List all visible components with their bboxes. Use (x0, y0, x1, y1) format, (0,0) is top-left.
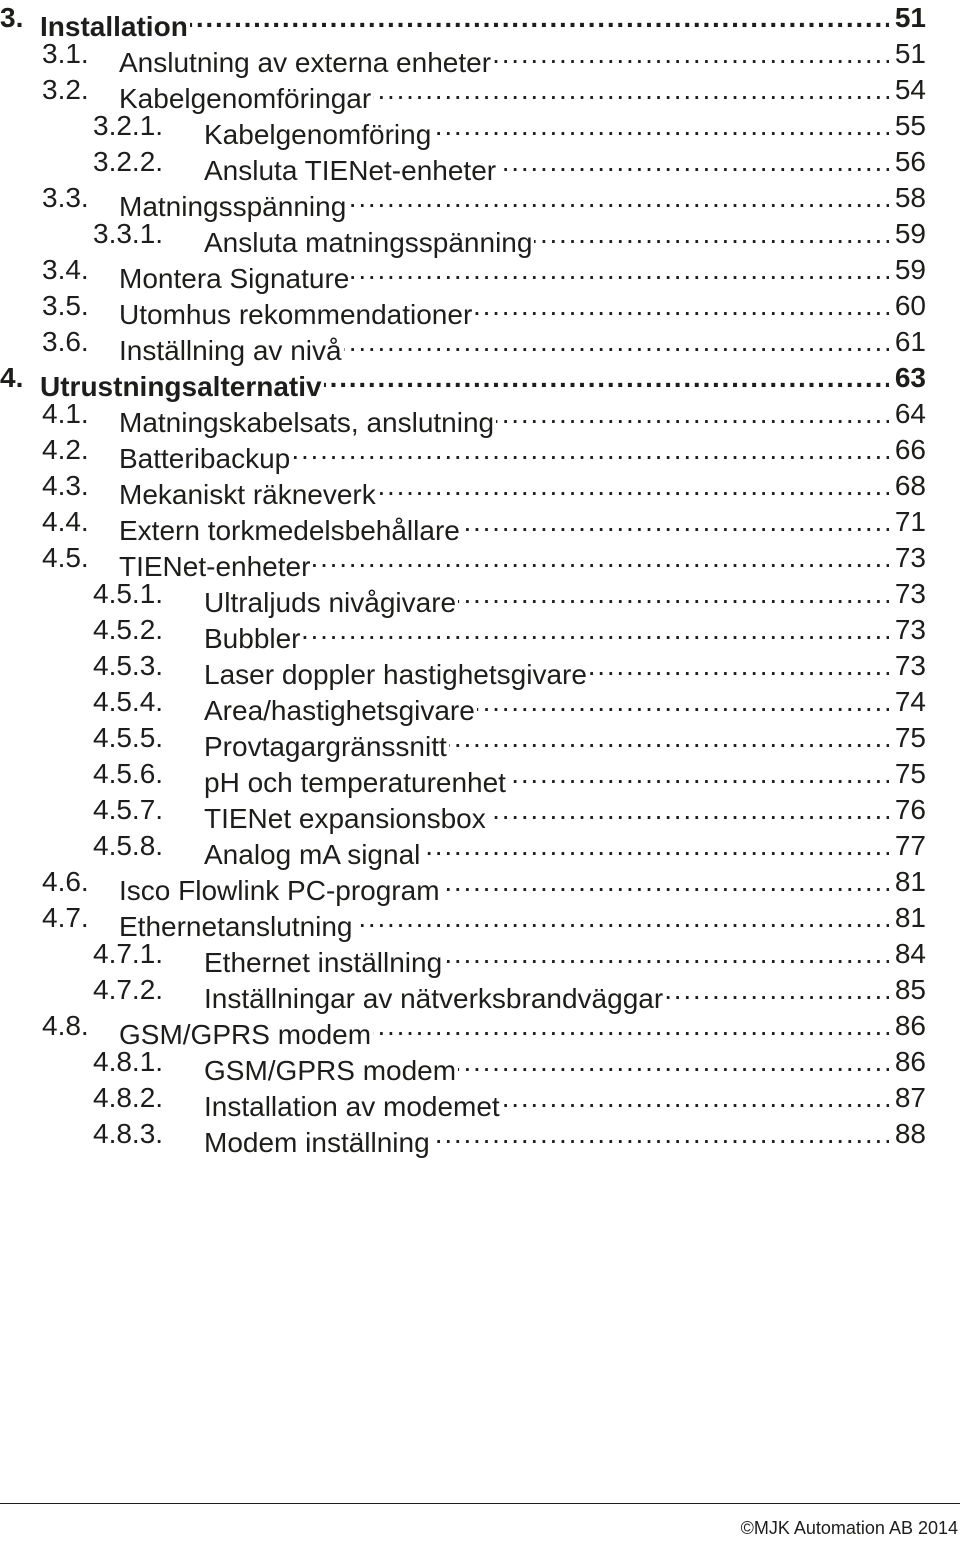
toc-entry[interactable] (0, 216, 960, 258)
toc-dot-leader (474, 288, 889, 324)
toc-entry-number: 4.4. (42, 506, 89, 537)
toc-entry-number: 3.6. (42, 326, 89, 357)
toc-entry[interactable] (0, 180, 960, 222)
toc-entry-page-number: 73 (891, 612, 926, 648)
toc-dot-leader (432, 1116, 889, 1152)
toc-entry[interactable] (0, 828, 960, 870)
toc-entry-page-number: 76 (891, 792, 926, 828)
toc-entry-page-number: 81 (891, 900, 926, 936)
toc-entry-page-number: 59 (891, 216, 926, 252)
toc-entry-title: Inställningar av nätverksbrandväggar (204, 981, 665, 1017)
toc-entry-number: 3.1. (42, 38, 89, 69)
toc-entry-title: Analog mA signal (204, 837, 422, 873)
toc-entry-page-number: 88 (891, 1116, 926, 1152)
toc-entry[interactable] (0, 1008, 960, 1050)
toc-entry-title: Ansluta matningsspänning (204, 225, 534, 261)
toc-entry-page-number: 55 (891, 108, 926, 144)
toc-entry[interactable] (0, 972, 960, 1014)
toc-entry-page-number: 61 (891, 324, 926, 360)
toc-entry-number: 4.6. (42, 866, 89, 897)
toc-entry-number: 4.5.7. (93, 794, 164, 825)
toc-entry-title: Ethernet inställning (204, 945, 444, 981)
toc-entry[interactable] (0, 576, 960, 618)
toc-entry[interactable] (0, 0, 960, 42)
toc-entry[interactable] (0, 468, 960, 510)
toc-dot-leader (324, 360, 889, 396)
toc-entry[interactable] (0, 36, 960, 78)
toc-dot-leader (449, 720, 889, 756)
toc-entry-page-number: 59 (891, 252, 926, 288)
toc-dot-leader (458, 576, 889, 612)
toc-entry-number: 3.5. (42, 290, 89, 321)
toc-entry-title: Provtagargränssnitt (204, 729, 449, 765)
toc-entry-number: 4.2. (42, 434, 89, 465)
toc-entry[interactable] (0, 720, 960, 762)
toc-entry-page-number: 73 (891, 648, 926, 684)
toc-entry[interactable] (0, 1044, 960, 1086)
toc-dot-leader (589, 648, 889, 684)
toc-dot-leader (373, 72, 889, 108)
toc-entry-title: Kabelgenomföringar (119, 81, 373, 117)
toc-entry[interactable] (0, 288, 960, 330)
toc-entry[interactable] (0, 396, 960, 438)
toc-dot-leader (488, 792, 889, 828)
toc-entry-number: 4.5.2. (93, 614, 164, 645)
toc-dot-leader (665, 972, 889, 1008)
toc-entry-page-number: 73 (891, 540, 926, 576)
toc-entry-number: 4.8.2. (93, 1082, 164, 1113)
toc-dot-leader (312, 540, 888, 576)
toc-dot-leader (498, 144, 889, 180)
toc-dot-leader (344, 324, 889, 360)
toc-entry[interactable] (0, 432, 960, 474)
toc-entry-title: Ultraljuds nivågivare (204, 585, 458, 621)
toc-entry[interactable] (0, 324, 960, 366)
toc-dot-leader (493, 36, 889, 72)
toc-entry-page-number: 51 (891, 36, 926, 72)
toc-entry[interactable] (0, 1116, 960, 1158)
toc-dot-leader (458, 1044, 889, 1080)
toc-entry-title: Inställning av nivå (119, 333, 344, 369)
toc-entry-page-number: 87 (891, 1080, 926, 1116)
toc-dot-leader (373, 1008, 889, 1044)
toc-entry-number: 4.5.3. (93, 650, 164, 681)
toc-entry-page-number: 63 (891, 360, 926, 396)
toc-dot-leader (378, 468, 889, 504)
toc-entry-title: Batteribackup (119, 441, 292, 477)
toc-dot-leader (444, 936, 889, 972)
toc-entry-number: 4.1. (42, 398, 89, 429)
toc-entry[interactable] (0, 144, 960, 186)
toc-entry[interactable] (0, 72, 960, 114)
toc-entry-page-number: 51 (891, 0, 926, 36)
toc-entry[interactable] (0, 108, 960, 150)
toc-dot-leader (303, 612, 889, 648)
toc-entry-number: 4.3. (42, 470, 89, 501)
toc-entry-title: Modem inställning (204, 1125, 432, 1161)
toc-entry-title: Kabelgenomföring (204, 117, 433, 153)
toc-entry-title: TIENet expansionsbox (204, 801, 488, 837)
toc-entry-number: 4.7. (42, 902, 89, 933)
toc-entry-number: 4.5.4. (93, 686, 164, 717)
toc-entry[interactable] (0, 864, 960, 906)
toc-entry[interactable] (0, 252, 960, 294)
toc-entry-title: Installation (40, 9, 190, 45)
toc-entry-page-number: 64 (891, 396, 926, 432)
toc-entry-page-number: 66 (891, 432, 926, 468)
toc-entry-page-number: 73 (891, 576, 926, 612)
toc-entry-page-number: 68 (891, 468, 926, 504)
toc-entry-page-number: 85 (891, 972, 926, 1008)
toc-entry[interactable] (0, 612, 960, 654)
toc-dot-leader (351, 252, 888, 288)
toc-entry-title: Matningskabelsats, anslutning (119, 405, 496, 441)
toc-entry-number: 3.2.1. (93, 110, 164, 141)
toc-entry-number: 3.2. (42, 74, 89, 105)
toc-entry-number: 4.5. (42, 542, 89, 573)
toc-dot-leader (442, 864, 889, 900)
toc-entry-title: Extern torkmedelsbehållare (119, 513, 462, 549)
toc-entry-title: Isco Flowlink PC-program (119, 873, 442, 909)
toc-entry-title: TIENet-enheter (119, 549, 312, 585)
toc-dot-leader (496, 396, 889, 432)
toc-entry-page-number: 74 (891, 684, 926, 720)
toc-entry-page-number: 77 (891, 828, 926, 864)
toc-entry-page-number: 86 (891, 1044, 926, 1080)
toc-entry-title: GSM/GPRS modem (204, 1053, 458, 1089)
toc-entry[interactable] (0, 792, 960, 834)
toc-entry-number: 4.8.3. (93, 1118, 164, 1149)
toc-entry[interactable] (0, 684, 960, 726)
toc-entry-page-number: 58 (891, 180, 926, 216)
footer-divider (0, 1503, 960, 1504)
toc-entry-title: Montera Signature (119, 261, 351, 297)
toc-dot-leader (462, 504, 889, 540)
toc-entry-title: Mekaniskt räkneverk (119, 477, 378, 513)
toc-entry-number: 4.8.1. (93, 1046, 164, 1077)
toc-entry-page-number: 86 (891, 1008, 926, 1044)
toc-entry-number: 3.3.1. (93, 218, 164, 249)
toc-entry[interactable] (0, 900, 960, 942)
toc-dot-leader (534, 216, 888, 252)
toc-entry-title: Laser doppler hastighetsgivare (204, 657, 589, 693)
toc-dot-leader (355, 900, 889, 936)
toc-entry-page-number: 56 (891, 144, 926, 180)
toc-entry[interactable] (0, 756, 960, 798)
toc-entry-title: Anslutning av externa enheter (119, 45, 493, 81)
toc-dot-leader (508, 756, 889, 792)
toc-dot-leader (422, 828, 888, 864)
toc-entry[interactable] (0, 1080, 960, 1122)
toc-entry[interactable] (0, 360, 960, 402)
toc-dot-leader (190, 0, 889, 36)
toc-entry-number: 4.8. (42, 1010, 89, 1041)
toc-entry-title: pH och temperaturenhet (204, 765, 508, 801)
toc-entry-title: Matningsspänning (119, 189, 348, 225)
toc-entry-number: 3.3. (42, 182, 89, 213)
footer-copyright: ©MJK Automation AB 2014 (740, 1518, 958, 1538)
toc-entry-number: 4.7.2. (93, 974, 164, 1005)
toc-entry-number: 3.4. (42, 254, 89, 285)
toc-entry-title: Ansluta TIENet-enheter (204, 153, 498, 189)
toc-dot-leader (433, 108, 889, 144)
toc-entry-page-number: 81 (891, 864, 926, 900)
toc-entry-title: GSM/GPRS modem (119, 1017, 373, 1053)
toc-entry-number: 4.5.1. (93, 578, 164, 609)
toc-entry-title: Installation av modemet (204, 1089, 502, 1125)
toc-entry-title: Utomhus rekommendationer (119, 297, 474, 333)
toc-entry-number: 3.2.2. (93, 146, 164, 177)
toc-entry-page-number: 75 (891, 756, 926, 792)
toc-entry[interactable] (0, 936, 960, 978)
toc-dot-leader (502, 1080, 889, 1116)
toc-entry-title: Ethernetanslutning (119, 909, 355, 945)
toc-entry-title: Area/hastighetsgivare (204, 693, 477, 729)
toc-entry-number: 3. (0, 2, 24, 33)
toc-entry-number: 4.5.8. (93, 830, 164, 861)
toc-entry-title: Bubbler (204, 621, 303, 657)
toc-entry-title: Utrustningsalternativ (40, 369, 324, 405)
toc-entry-number: 4.7.1. (93, 938, 164, 969)
toc-entry[interactable] (0, 648, 960, 690)
toc-entry-page-number: 71 (891, 504, 926, 540)
toc-entry-number: 4.5.6. (93, 758, 164, 789)
toc-entry-page-number: 84 (891, 936, 926, 972)
toc-entry-number: 4.5.5. (93, 722, 164, 753)
toc-entry-page-number: 54 (891, 72, 926, 108)
toc-entry-number: 4. (0, 362, 24, 393)
toc-entry[interactable] (0, 504, 960, 546)
toc-dot-leader (477, 684, 889, 720)
toc-dot-leader (292, 432, 889, 468)
toc-entry[interactable] (0, 540, 960, 582)
toc-dot-leader (348, 180, 889, 216)
toc-entry-page-number: 60 (891, 288, 926, 324)
toc-entry-page-number: 75 (891, 720, 926, 756)
